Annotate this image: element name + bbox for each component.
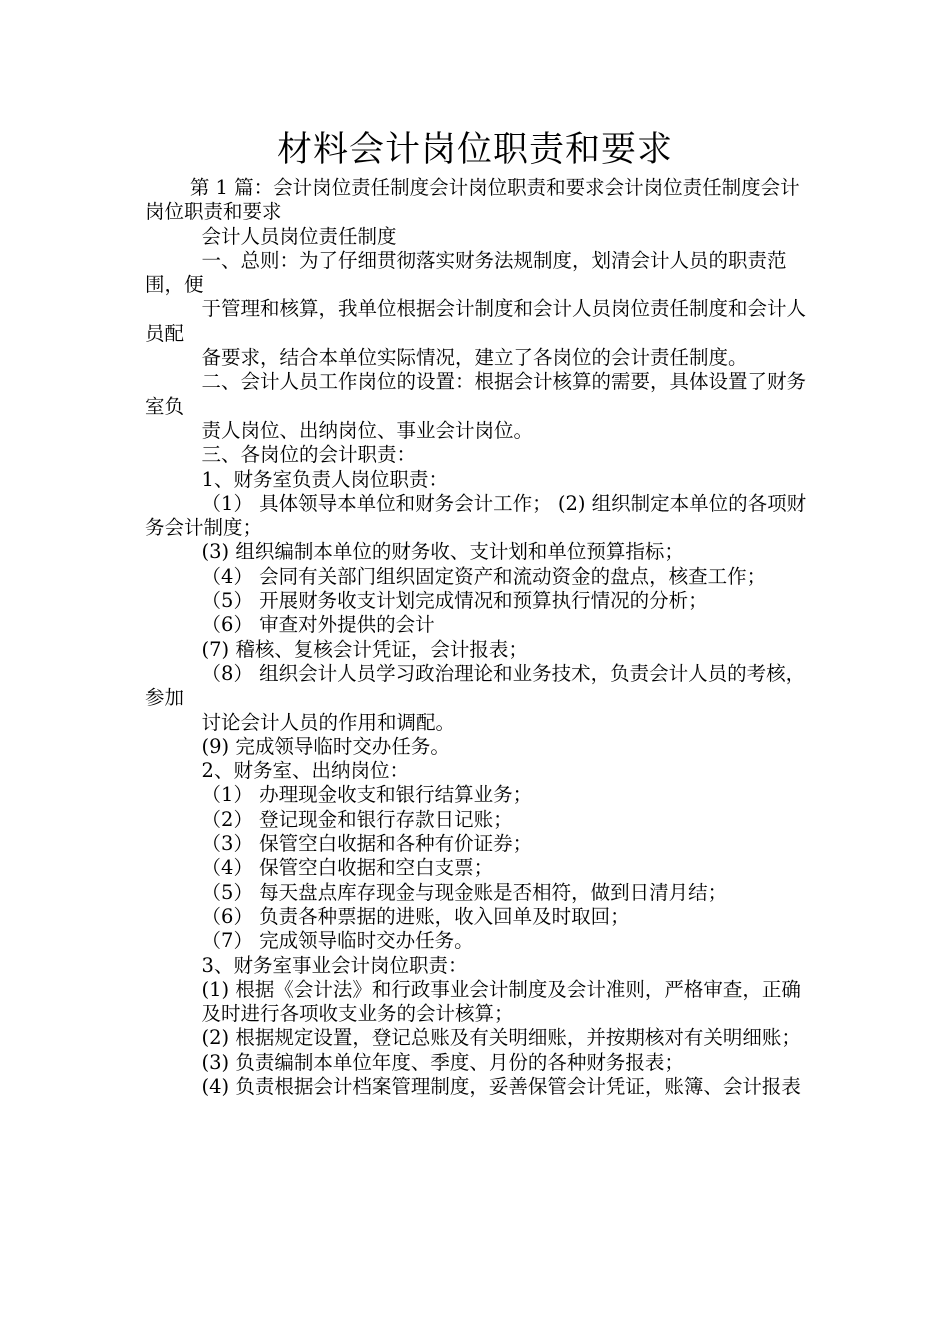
paragraph: （1） 办理现金收支和银行结算业务； — [201, 783, 533, 807]
paragraph: 会计人员岗位责任制度 — [201, 224, 397, 248]
paragraph: （6） 负责各种票据的进账，收入回单及时取回； — [201, 904, 630, 928]
paragraph: 于管理和核算，我单位根据会计制度和会计人员岗位责任制度和会计人员配 — [145, 297, 807, 345]
paragraph: （4） 会同有关部门组织固定资产和流动资金的盘点，核查工作； — [201, 564, 767, 588]
paragraph: （5） 开展财务收支计划完成情况和预算执行情况的分析； — [201, 589, 708, 613]
paragraph: （4） 保管空白收据和空白支票； — [201, 856, 494, 880]
paragraph: 及时进行各项收支业务的会计核算； — [201, 1002, 514, 1026]
paragraph: (3) 负责编制本单位年度、季度、月份的各种财务报表； — [201, 1050, 684, 1074]
paragraph: (4) 负责根据会计档案管理制度，妥善保管会计凭证，账簿、会计报表 — [201, 1074, 801, 1098]
paragraph: （1） 具体领导本单位和财务会计工作； (2) 组织制定本单位的各项财务会计制度； — [145, 491, 807, 540]
paragraph: （5） 每天盘点库存现金与现金账是否相符，做到日清月结； — [201, 880, 728, 904]
paragraph: 第 1 篇：会计岗位责任制度会计岗位职责和要求会计岗位责任制度会计岗位职责和要求 — [145, 176, 800, 224]
paragraph: 2、财务室、出纳岗位： — [201, 759, 409, 783]
document-title: 材料会计岗位职责和要求 — [276, 130, 673, 170]
paragraph: (9) 完成领导临时交办任务。 — [201, 734, 450, 758]
paragraph: 1、财务室负责人岗位职责： — [201, 467, 448, 491]
paragraph: (7) 稽核、复核会计凭证，会计报表； — [201, 637, 528, 661]
paragraph: 3、财务室事业会计岗位职责： — [201, 953, 468, 977]
paragraph: （8） 组织会计人员学习政治理论和业务技术，负责会计人员的考核，参加 — [145, 661, 806, 710]
paragraph: (2) 根据规定设置，登记总账及有关明细账，并按期核对有关明细账； — [201, 1026, 801, 1050]
paragraph: （6） 审查对外提供的会计 — [201, 613, 435, 637]
paragraph: （2） 登记现金和银行存款日记账； — [201, 807, 513, 831]
paragraph: （3） 保管空白收据和各种有价证券； — [201, 832, 533, 856]
paragraph: 三、各岗位的会计职责： — [201, 443, 417, 467]
paragraph: (1) 根据《会计法》和行政事业会计制度及会计准则，严格审查，正确 — [201, 977, 801, 1001]
paragraph: (3) 组织编制本单位的财务收、支计划和单位预算指标； — [201, 540, 684, 564]
paragraph: 二、会计人员工作岗位的设置：根据会计核算的需要，具体设置了财务室负 — [145, 370, 807, 418]
paragraph: （7） 完成领导临时交办任务。 — [201, 929, 474, 953]
paragraph: 讨论会计人员的作用和调配。 — [201, 710, 456, 734]
document-body — [145, 176, 810, 1099]
paragraph: 备要求，结合本单位实际情况，建立了各岗位的会计责任制度。 — [201, 346, 748, 370]
paragraph: 责人岗位、出纳岗位、事业会计岗位。 — [201, 418, 534, 442]
paragraph: 一、总则：为了仔细贯彻落实财务法规制度，划清会计人员的职责范围，便 — [145, 248, 787, 297]
